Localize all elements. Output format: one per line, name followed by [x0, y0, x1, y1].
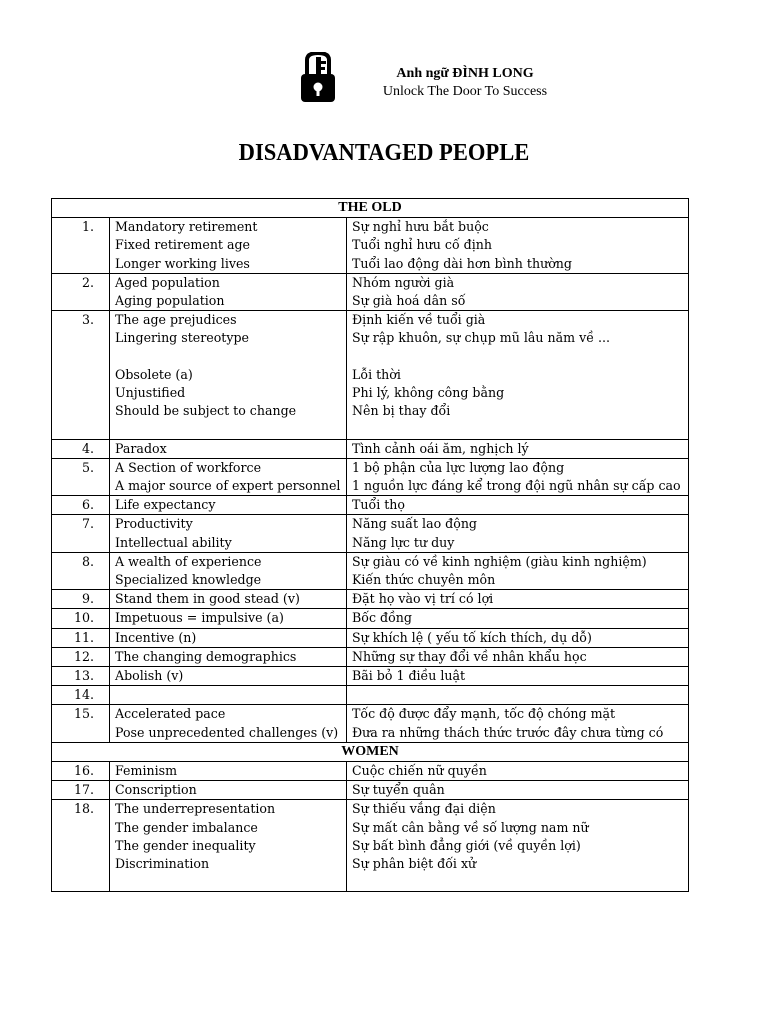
- vietnamese-meaning: [352, 348, 683, 366]
- table-row: [52, 273, 689, 310]
- vietnamese-meaning: [352, 686, 683, 704]
- english-term-cell: [110, 647, 347, 666]
- english-term: Productivity: [115, 516, 193, 532]
- english-term-cell: [110, 667, 347, 686]
- row-number: 9.: [52, 590, 110, 609]
- english-term-cell: [110, 458, 347, 495]
- brand-tagline: Unlock The Door To Success: [382, 84, 548, 99]
- section-heading: WOMEN: [52, 742, 689, 761]
- row-number: 3.: [52, 311, 110, 439]
- table-row: [52, 552, 689, 589]
- section-header-row: [52, 199, 689, 218]
- english-term: Incentive (n): [115, 629, 197, 645]
- table-row: [52, 800, 689, 892]
- english-term: Impetuous = impulsive (a): [115, 610, 284, 626]
- vietnamese-meaning: Tốc độ được đẩy mạnh, tốc độ chóng mặt: [352, 706, 616, 722]
- vietnamese-meaning: Tuổi lao động dài hơn bình thường: [352, 255, 572, 271]
- english-term-cell: [110, 515, 347, 552]
- english-term: Obsolete (a): [115, 366, 193, 382]
- vietnamese-meaning-cell: [347, 218, 689, 274]
- english-term-cell: [110, 800, 347, 892]
- vietnamese-meaning-cell: [347, 458, 689, 495]
- english-term-cell: [110, 496, 347, 515]
- vietnamese-meaning-cell: [347, 667, 689, 686]
- page-header: [0, 52, 768, 108]
- english-term-cell: [110, 311, 347, 439]
- vietnamese-meaning-cell: [347, 515, 689, 552]
- vietnamese-meaning: Phi lý, không công bằng: [352, 385, 505, 401]
- vietnamese-meaning: Sự giàu có về kinh nghiệm (giàu kinh nghiệm): [352, 553, 647, 569]
- english-term-cell: [110, 628, 347, 647]
- english-term: Life expectancy: [115, 497, 216, 513]
- vietnamese-meaning: Năng lực tư duy: [352, 534, 455, 550]
- vietnamese-meaning: Lỗi thời: [352, 366, 401, 382]
- vietnamese-meaning: Cuộc chiến nữ quyền: [352, 763, 487, 779]
- vietnamese-meaning: Đưa ra những thách thức trước đây chưa từng có: [352, 724, 664, 740]
- vietnamese-meaning: [352, 873, 683, 891]
- vietnamese-meaning-cell: [347, 590, 689, 609]
- english-term-cell: [110, 590, 347, 609]
- english-term-cell: [110, 781, 347, 800]
- row-number: 18.: [52, 800, 110, 892]
- vietnamese-meaning: Sự khích lệ ( yếu tố kích thích, dụ dỗ): [352, 629, 592, 645]
- english-term: The gender imbalance: [115, 819, 258, 835]
- english-term: Lingering stereotype: [115, 330, 249, 346]
- english-term: Mandatory retirement: [115, 219, 258, 235]
- section-heading: THE OLD: [52, 199, 689, 218]
- english-term: [115, 420, 341, 438]
- table-row: [52, 781, 689, 800]
- english-term-cell: [110, 273, 347, 310]
- vietnamese-meaning: Sự tuyển quân: [352, 782, 445, 798]
- vietnamese-meaning: Sự mất cân bằng về số lượng nam nữ: [352, 819, 589, 835]
- key-lock-icon: [298, 52, 338, 104]
- vietnamese-meaning: Sự thiếu vắng đại diện: [352, 801, 496, 817]
- english-term: Intellectual ability: [115, 534, 232, 550]
- english-term-cell: [110, 218, 347, 274]
- english-term: The changing demographics: [115, 648, 297, 664]
- table-row: [52, 439, 689, 458]
- vietnamese-meaning-cell: [347, 273, 689, 310]
- section-header-row: [52, 742, 689, 761]
- english-term: A Section of workforce: [115, 459, 262, 475]
- table-row: [52, 458, 689, 495]
- english-term: The gender inequality: [115, 837, 256, 853]
- english-term: Paradox: [115, 440, 167, 456]
- vietnamese-meaning-cell: [347, 552, 689, 589]
- brand-name: Anh ngữ ĐÌNH LONG: [396, 66, 534, 81]
- vietnamese-meaning-cell: [347, 311, 689, 439]
- vietnamese-meaning-cell: [347, 705, 689, 742]
- vietnamese-meaning-cell: [347, 762, 689, 781]
- row-number: 2.: [52, 273, 110, 310]
- table-row: [52, 628, 689, 647]
- table-row: [52, 647, 689, 666]
- vietnamese-meaning: Bãi bỏ 1 điều luật: [352, 668, 466, 684]
- english-term: A wealth of experience: [115, 553, 262, 569]
- row-number: 1.: [52, 218, 110, 274]
- english-term: The underrepresentation: [115, 801, 276, 817]
- english-term: Stand them in good stead (v): [115, 591, 300, 607]
- vietnamese-meaning-cell: [347, 496, 689, 515]
- vietnamese-meaning: Sự nghỉ hưu bắt buộc: [352, 219, 489, 235]
- vietnamese-meaning: Tuổi nghỉ hưu cố định: [352, 237, 492, 253]
- vietnamese-meaning-cell: [347, 800, 689, 892]
- english-term: [115, 348, 341, 366]
- table-row: [52, 667, 689, 686]
- row-number: 8.: [52, 552, 110, 589]
- table-row: [52, 705, 689, 742]
- row-number: 17.: [52, 781, 110, 800]
- row-number: 7.: [52, 515, 110, 552]
- english-term: Abolish (v): [115, 668, 184, 684]
- english-term-cell: [110, 609, 347, 628]
- english-term: Feminism: [115, 763, 178, 779]
- english-term: [115, 686, 341, 704]
- english-term: A major source of expert personnel: [115, 478, 341, 494]
- vietnamese-meaning: Tình cảnh oái ăm, nghịch lý: [352, 440, 529, 456]
- vietnamese-meaning: Năng suất lao động: [352, 516, 477, 532]
- table-row: [52, 590, 689, 609]
- row-number: 16.: [52, 762, 110, 781]
- vietnamese-meaning: [352, 420, 683, 438]
- english-term: Pose unprecedented challenges (v): [115, 724, 339, 740]
- english-term: Accelerated pace: [115, 706, 226, 722]
- vietnamese-meaning: Đặt họ vào vị trí có lợi: [352, 591, 494, 607]
- vietnamese-meaning: Tuổi thọ: [352, 497, 406, 513]
- row-number: 15.: [52, 705, 110, 742]
- vietnamese-meaning-cell: [347, 781, 689, 800]
- vietnamese-meaning: Kiến thức chuyên môn: [352, 572, 496, 588]
- vietnamese-meaning: Định kiến về tuổi già: [352, 312, 486, 328]
- english-term-cell: [110, 705, 347, 742]
- row-number: 4.: [52, 439, 110, 458]
- page-title: DISADVANTAGED PEOPLE: [238, 140, 530, 166]
- vietnamese-meaning: 1 bộ phận của lực lượng lao động: [352, 459, 565, 475]
- english-term: Specialized knowledge: [115, 572, 262, 588]
- table-row: [52, 762, 689, 781]
- english-term-cell: [110, 686, 347, 705]
- table-row: [52, 496, 689, 515]
- vietnamese-meaning: Nhóm người già: [352, 274, 455, 290]
- row-number: 6.: [52, 496, 110, 515]
- vietnamese-meaning: Nên bị thay đổi: [352, 403, 451, 419]
- english-term: Unjustified: [115, 385, 186, 401]
- english-term-cell: [110, 762, 347, 781]
- vietnamese-meaning-cell: [347, 609, 689, 628]
- vietnamese-meaning: Bốc đồng: [352, 610, 412, 626]
- vietnamese-meaning-cell: [347, 686, 689, 705]
- english-term: Aged population: [115, 274, 220, 290]
- row-number: 11.: [52, 628, 110, 647]
- vietnamese-meaning: 1 nguồn lực đáng kể trong đội ngũ nhân sự cấp cao: [352, 478, 681, 494]
- english-term: Should be subject to change: [115, 403, 297, 419]
- english-term: Aging population: [115, 293, 225, 309]
- table-row: [52, 609, 689, 628]
- vocabulary-table: [51, 198, 689, 892]
- vietnamese-meaning-cell: [347, 647, 689, 666]
- english-term-cell: [110, 552, 347, 589]
- row-number: 10.: [52, 609, 110, 628]
- english-term: The age prejudices: [115, 312, 237, 328]
- table-row: [52, 218, 689, 274]
- row-number: 5.: [52, 458, 110, 495]
- vietnamese-meaning-cell: [347, 628, 689, 647]
- english-term: Fixed retirement age: [115, 237, 251, 253]
- vietnamese-meaning: Sự phân biệt đối xử: [352, 856, 477, 872]
- row-number: 14.: [52, 686, 110, 705]
- vietnamese-meaning: Những sự thay đổi về nhân khẩu học: [352, 648, 587, 664]
- english-term: Conscription: [115, 782, 197, 798]
- english-term: [115, 873, 341, 891]
- table-row: [52, 686, 689, 705]
- vietnamese-meaning-cell: [347, 439, 689, 458]
- english-term: Discrimination: [115, 856, 210, 872]
- row-number: 12.: [52, 647, 110, 666]
- english-term-cell: [110, 439, 347, 458]
- vietnamese-meaning: Sự già hoá dân số: [352, 293, 466, 309]
- table-row: [52, 311, 689, 439]
- english-term: Longer working lives: [115, 255, 250, 271]
- table-row: [52, 515, 689, 552]
- brand-block: [355, 65, 575, 102]
- vietnamese-meaning: Sự rập khuôn, sự chụp mũ lâu năm về ...: [352, 330, 610, 346]
- vietnamese-meaning: Sự bất bình đẳng giới (về quyền lợi): [352, 837, 581, 853]
- row-number: 13.: [52, 667, 110, 686]
